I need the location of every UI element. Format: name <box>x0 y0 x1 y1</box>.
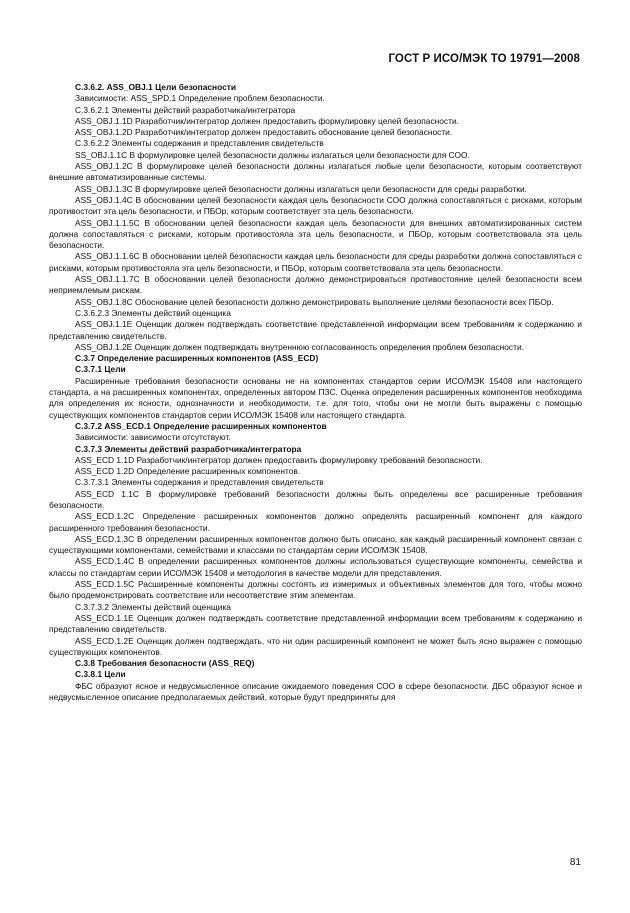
document-header: ГОСТ Р ИСО/МЭК ТО 19791—2008 <box>388 53 580 65</box>
paragraph: С.3.6.2.1 Элементы действий разработчика/интегратора <box>75 104 296 115</box>
page-number: 81 <box>569 857 581 868</box>
paragraph: С.3.6.2.2 Элементы содержания и представления свидетельств <box>75 138 324 149</box>
paragraph: ASS_OBJ.1.1.6C В обосновании целей безопасности каждая цель безопасности для среды разработки должна сопоставляться с рисками, которым противостояла эта цель безопасности, и ПБОр, которым соответствовала эта цель безопасности. <box>49 251 582 273</box>
paragraph: ASS_OBJ.1.1.5C В обосновании целей безопасности каждая цель безопасности для внешних автоматизированных систем должна сопоставляться с рисками, которым противостояла эта цель безопасности, и ПБОр, которым соответствовала эта цель безопасности. <box>49 217 582 251</box>
paragraph: Зависимости: зависимости отсутствуют. <box>75 432 231 443</box>
section-heading: С.3.7.2 ASS_ECD.1 Определение расширенных компонентов <box>75 420 327 431</box>
paragraph: ASS_ECD 1.1C В формулировке требований безопасности должны быть определены все расширенные требования безопасности. <box>49 488 582 510</box>
paragraph: ASS_OBJ.1.1.7C В обосновании целей безопасности должно демонстрироваться противостояние целей безопасности всем неприемлемым рискам. <box>49 274 582 296</box>
paragraph: ФБС образуют ясное и недвусмысленное описание ожидаемого поведения СОО в сфере безопасности. ДБС образуют ясное и недвусмысленное описание предполагаемых действий, которые будут предприняты для <box>49 680 582 703</box>
paragraph: ASS_ECD.1.5C Расширенные компоненты должны состоять из измеримых и объективных элементов для того, чтобы можно было продемонстрировать соответствие или несоответствие этим элементам. <box>49 579 582 601</box>
paragraph: ASS_ECD.1.1E Оценщик должен подтверждать соответствие представленной информации всем требованиям к содержанию и представлению свидетельств. <box>49 612 582 635</box>
section-heading: С.3.7.3 Элементы действий разработчика/интегратора <box>75 443 302 454</box>
paragraph: SS_OBJ.1.1C В формулировке целей безопасности должны излагаться цели безопасности для СОО. <box>75 149 470 160</box>
paragraph: ASS_OBJ.1.2C В формулировке целей безопасности должны излагаться любые цели безопасности, которым соответствуют внешние автоматизированные системы. <box>49 161 582 183</box>
paragraph: ASS_ECD 1.2D Определение расширенных компонентов. <box>75 466 301 477</box>
section-heading: С.3.8 Требования безопасности (ASS_REQ) <box>75 658 255 669</box>
paragraph: ASS_ECD 1.1D Разработчик/интегратор должен предоставить формулировку требований безопасности. <box>75 454 483 465</box>
paragraph: ASS_ECD.1.2C Определение расширенных компонентов должно определять расширенный компонент для каждого расширенного требования безопасности. <box>49 511 582 533</box>
section-heading: С.3.7 Определение расширенных компонентов (ASS_ECD) <box>75 353 319 364</box>
paragraph: ASS_OBJ.1.4C В обосновании целей безопасности каждая цель безопасности СОО должна сопоставляться с рисками, которым противостоит эта цель безопасности, и ПБОр, которым соответствует эта цель безопасности. <box>49 194 582 217</box>
section-heading: С.3.7.1 Цели <box>75 364 126 375</box>
paragraph: С.3.7.3.2 Элементы действий оценщика <box>75 601 231 612</box>
section-heading: С.3.8.1 Цели <box>75 669 126 680</box>
paragraph: ASS_ECD.1.4C В определении расширенных компонентов должны использоваться существующие компоненты, семейства и классы по стандартам серии ИСО/МЭК 15408 и методология в качестве модели для представления. <box>49 556 582 578</box>
paragraph: ASS_ECD.1.3C В определении расширенных компонентов должно быть описано, как каждый расширенный компонент связан с существующими компонентами, семействами и классами по стандартам серии ИСО/МЭК 15408. <box>49 533 582 556</box>
section-heading: С.3.6.2. ASS_OBJ.1 Цели безопасности <box>75 82 236 92</box>
paragraph: ASS_OBJ.1.3C В формулировке целей безопасности должны излагаться цели безопасности для среды разработки. <box>75 183 527 194</box>
paragraph: ASS_OBJ.1.1E Оценщик должен подтверждать соответствие представленной информации всем требованиям к содержанию и представлению свидетельств. <box>49 319 582 341</box>
paragraph: Зависимости: ASS_SPD.1 Определение проблем безопасности. <box>75 93 325 104</box>
paragraph: С.3.6.2.3 Элементы действий оценщика <box>75 307 231 318</box>
paragraph: ASS_OBJ.1.2E Оценщик должен подтверждать внутреннюю согласованность определения проблем безопасности. <box>75 341 524 352</box>
paragraph: Расширенные требования безопасности основаны не на компонентах стандартов серии ИСО/МЭК 15408 или настоящего стандарта, а на расширенных компонентах, определенных автором ПЗС. Оценка определения расширенных компонентов необходима для определения их ясности, однозначности и необходимости, т.е. для того, чтобы они не могли быть выражены с помощью существующих компонентов стандартов серии ИСО/МЭК 15408 или настоящего стандарта. <box>49 375 582 420</box>
paragraph: ASS_OBJ.1.1D Разработчик/интегратор должен предоставить формулировку целей безопасности. <box>75 115 459 126</box>
paragraph: С.3.7.3.1 Элементы содержания и представления свидетельств <box>75 477 324 488</box>
document-body <box>49 82 582 703</box>
paragraph: ASS_OBJ.1.8C Обоснование целей безопасности должно демонстрировать выполнение целями безопасности всех ПБОр. <box>75 296 554 307</box>
paragraph: ASS_OBJ.1.2D Разработчик/интегратор должен предоставить обоснование целей безопасности. <box>75 127 453 138</box>
paragraph: ASS_ECD.1.2E Оценщик должен подтверждать, что ни один расширенный компонент не может быть ясно выражен с помощью существующих компонентов. <box>49 635 582 657</box>
